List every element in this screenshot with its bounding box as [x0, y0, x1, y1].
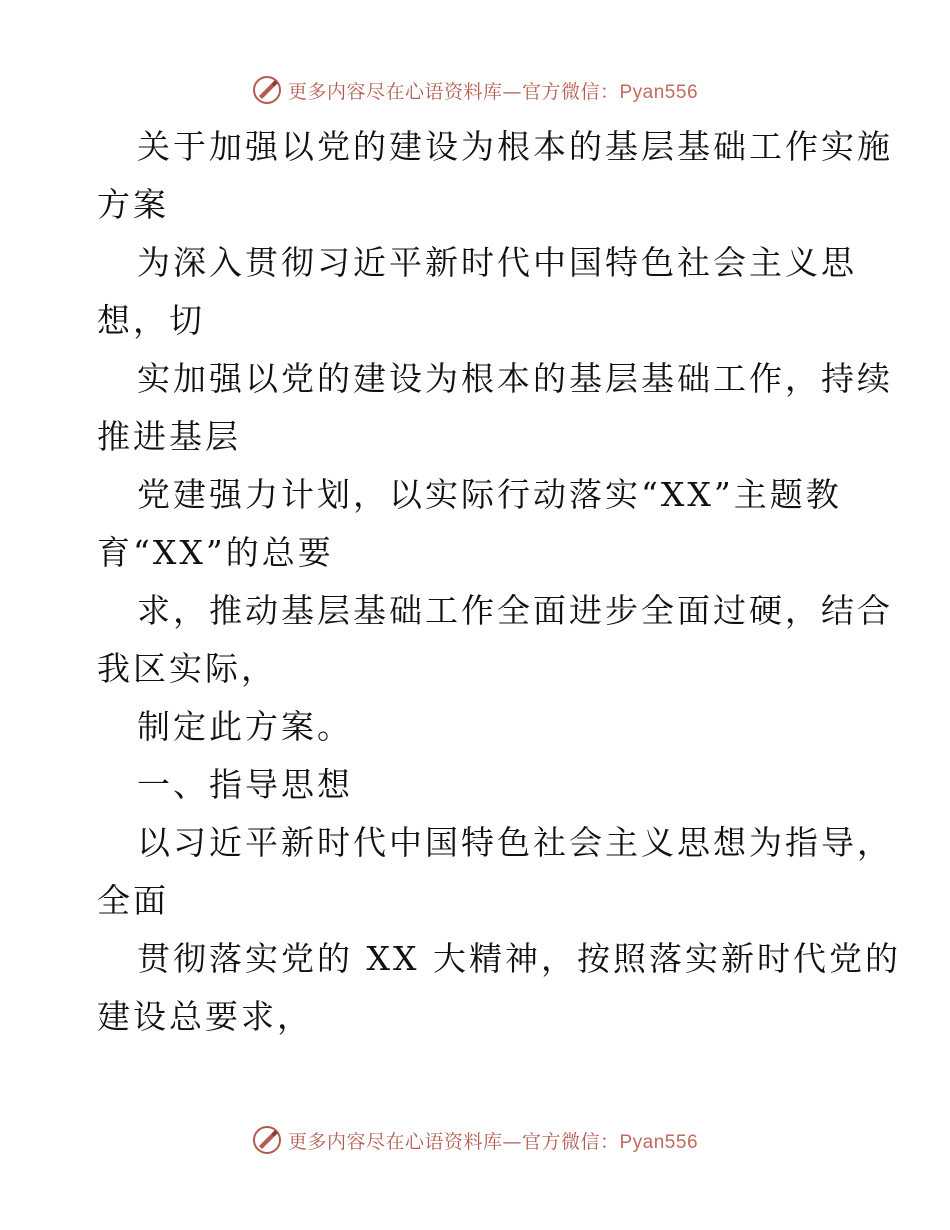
doc-title-line: 关于加强以党的建设为根本的基层基础工作实施 — [137, 127, 893, 166]
header-watermark — [0, 70, 950, 110]
watermark-text: 更多内容尽在心语资料库—官方微信：Pyan556 — [287, 80, 699, 103]
paragraph-line: 育“XX”的总要 — [97, 533, 334, 572]
watermark-text: 更多内容尽在心语资料库—官方微信：Pyan556 — [287, 1130, 699, 1153]
paragraph-line: 为深入贯彻习近平新时代中国特色社会主义思 — [137, 243, 857, 282]
paragraph-line: 推进基层 — [97, 417, 241, 456]
document-body — [97, 118, 901, 1046]
paragraph-line: 想，切 — [97, 301, 205, 340]
paragraph-line: 实加强以党的建设为根本的基层基础工作，持续 — [137, 359, 893, 398]
footer-watermark — [0, 1120, 950, 1160]
paragraph-line: 以习近平新时代中国特色社会主义思想为指导， — [137, 823, 893, 862]
paragraph-line: 我区实际， — [97, 649, 277, 688]
paragraph-line: 求，推动基层基础工作全面进步全面过硬，结合 — [137, 591, 893, 630]
paragraph-line: 建设总要求， — [97, 997, 313, 1036]
pen-logo-icon — [252, 75, 282, 105]
doc-title-line: 方案 — [97, 185, 169, 224]
section-heading: 一、指导思想 — [137, 765, 353, 804]
paragraph-line: 制定此方案。 — [137, 707, 353, 746]
pen-logo-icon — [252, 1125, 282, 1155]
paragraph-line: 全面 — [97, 881, 169, 920]
paragraph-line: 贯彻落实党的 XX 大精神，按照落实新时代党的 — [137, 939, 901, 978]
paragraph-line: 党建强力计划，以实际行动落实“XX”主题教 — [137, 475, 842, 514]
